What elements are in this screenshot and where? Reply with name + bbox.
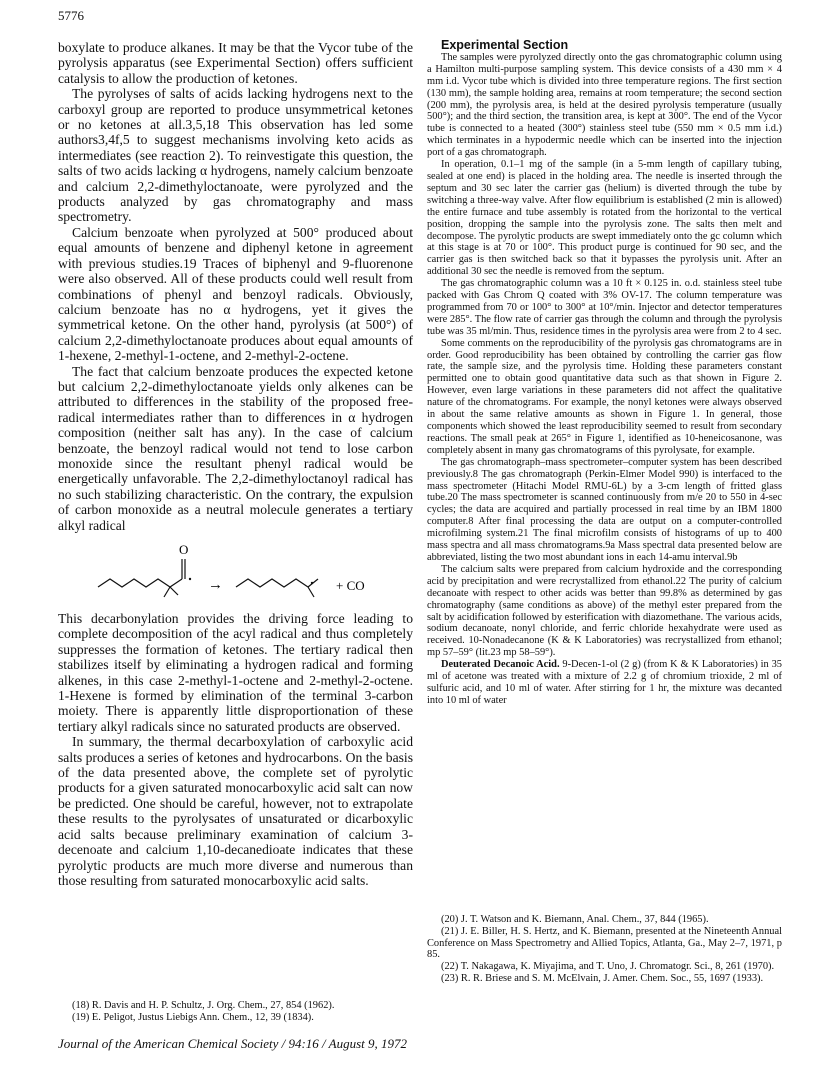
acyl-chain (98, 579, 182, 587)
reaction-arrow: → (208, 577, 223, 593)
reference: (23) R. R. Briese and S. M. McElvain, J. Amer. Chem. Soc., 55, 1697 (1933). (441, 972, 764, 984)
reference: (20) J. T. Watson and K. Biemann, Anal. Chem., 37, 844 (1965). (441, 914, 709, 925)
paragraph: boxylate to produce alkanes. It may be that the Vycor tube of the pyrolysis apparatus (see Experimental Section) offers sufficient catalysis to allow the production of ketones. (58, 40, 413, 86)
radical-dot (189, 578, 191, 580)
alkyl-chain (236, 579, 308, 587)
right-column (427, 40, 782, 707)
paragraph: The samples were pyrolyzed directly onto the gas chromatographic column using a Hamilton multi-purpose sampling system. This device consists of a 430 mm × 4 mm i.d. Vycor tube which is divided into three temperature regions. The first section (130 mm), the sample holding area, remains at room temperature; the second section (200 mm), the pyrolysis area, is held at the desired pyrolysis temperature (usually 500°); and the third section, the transition area, is kept at 300°. The end of the Vycor tube is connected to a heated (300°) stainless steel tube (550 mm × 0.5 mm i.d.) which terminates in a hypodermic needle which can be inserted into the injection port of a gas chromatograph. (427, 51, 782, 159)
page-number: 5776 (58, 8, 84, 23)
carbonyl-oxygen-label: O (179, 542, 189, 557)
paragraph: The calcium salts were prepared from calcium hydroxide and the corresponding acid by precipitation and were recrystallized from ethanol.22 The purity of calcium decanoate with respect to other acids was better than 99.8% as determined by gas chromatography (same conditions as above) of the methyl ester prepared from the salt by acidification followed by esterification with diazomethane. The various acids, sodium decanoate, nonyl chloride, and ferric chloride hexahydrate were used as received. 10-Nonadecanone (K & K Laboratories) was recrystallized from ethanol; mp 57–59° (lit.23 mp 58–59°). (427, 563, 782, 659)
reaction-scheme (58, 537, 413, 605)
paragraph: In summary, the thermal decarboxylation of carboxylic acid salts produces a series of ketones and hydrocarbons. On the basis of the data presented above, the complete set of pyrolytic products for a given saturated monocarboxylic acid salt can now be predicted. One should be careful, however, not to extrapolate these results to the pyrolysates of unsaturated or dicarboxylic acid salts because preliminary examination of calcium 3-decenoate and calcium 1,10-decanedioate indicates that these pyrolytic products are much more diverse and numerous than those resulting from saturated monocarboxylic acid salts. (58, 734, 413, 888)
reference: (19) E. Peligot, Justus Liebigs Ann. Chem., 12, 39 (1834). (72, 1011, 314, 1023)
paragraph: The pyrolyses of salts of acids lacking hydrogens next to the carboxyl group are reported to produce unsymmetrical ketones or no ketones at all.3,5,18 This observation has led some authors3,4f,5 to suggest mechanisms involving keto acids as intermediates (see reaction 2). To reinvestigate this question, the salts of two acids lacking α hydrogens, namely calcium benzoate and calcium 2,2-dimethyloctanoate, were pyrolyzed and the products analyzed by gas chromatography and mass spectrometry. (58, 86, 413, 225)
methyl-branch (164, 587, 170, 597)
reference: (18) R. Davis and H. P. Schultz, J. Org. Chem., 27, 854 (1962). (72, 1000, 335, 1011)
methyl-branch (308, 587, 314, 597)
left-column (58, 40, 413, 888)
radical-dot (311, 582, 313, 584)
right-references (427, 914, 782, 985)
paragraph (427, 659, 782, 707)
section-heading: Experimental Section (441, 38, 569, 52)
paragraph: The fact that calcium benzoate produces the expected ketone but calcium 2,2-dimethyloctanoate yields only alkenes can be attributed to differences in the stability of the proposed free-radical intermediates rather than to differences in α hydrogen composition (neither salt has any). In the case of calcium benzoate, the benzoyl radical would not tend to lose carbon monoxide since the resultant phenyl radical would be energetically unfavorable. The 2,2-dimethyloctanoyl radical has no such stabilizing characteristic. On the contrary, the expulsion of carbon monoxide as a neutral molecule generates a tertiary alkyl radical (58, 363, 413, 533)
reaction-scheme-drawing (58, 537, 413, 605)
journal-footer: Journal of the American Chemical Society / 94:16 / August 9, 1972 (58, 1036, 408, 1051)
reference: (22) T. Nakagawa, K. Miyajima, and T. Uno, J. Chromatogr. Sci., 8, 261 (1970). (441, 961, 775, 973)
paragraph-text: 9-Decen-1-ol (2 g) (from K & K Laboratories) in 35 ml of acetone was treated with a mixture of 2.2 g of chromium trioxide, 2 ml of sulfuric acid, and 10 ml of water. After stirring for 1 hr, the mixture was decanted into 10 ml of water (427, 659, 782, 706)
reference: (21) J. E. Biller, H. S. Hertz, and K. Biemann, presented at the Nineteenth Annual Conference on Mass Spectrometry and Allied Topics, Atlanta, Ga., May 2–7, 1971, p 85. (427, 925, 782, 961)
co-product-label: + CO (336, 578, 365, 593)
paragraph: The gas chromatographic column was a 10 ft × 0.125 in. o.d. stainless steel tube packed with Gas Chrom Q coated with 3% OV-17. The column temperature was programmed from 70 or 100° to 300° at 10°/min. Injector and detector temperatures were 285°. The flow rate of carrier gas through the column and through the pyrolysis tube was 35 ml/min. Thus, residence times in the pyrolysis area were from 2 to 4 sec. (427, 278, 782, 337)
paragraph-lead: Deuterated Decanoic Acid. (441, 659, 560, 671)
paragraph: Calcium benzoate when pyrolyzed at 500° produced about equal amounts of benzene and diphenyl ketone in agreement with previous studies.19 Traces of biphenyl and 9-fluorenone were also observed. All of these products could well result from combinations of phenyl and benzoyl radicals. Obviously, calcium benzoate has no α hydrogens, yet it gives the symmetrical ketone. On the other hand, pyrolysis (at 500°) of calcium 2,2-dimethyloctanoate produces about equal amounts of 1-hexene, 2-methyl-1-octene, and 2-methyl-2-octene. (58, 224, 413, 364)
paragraph: Some comments on the reproducibility of the pyrolysis gas chromatograms are in order. Good reproducibility has been obtained by controlling the carrier gas flow rate, the sample size, and the pyrolysis time. Holding these parameters constant permitted one to obtain good quantitative data such as that shown in Figure 2. However, even large variations in these parameters did not affect the qualitative nature of the chromatograms. For example, the nonyl ketones were always observed in about the same relative amounts as shown in Figure 1. In general, those components which showed the least reproducibility seemed to result from secondary reactions. The small peak at 265° in Figure 1, identified as 10-heneicosanone, was completely absent in many gas chromatograms of this pyrolysate, for example. (427, 337, 782, 456)
methyl-branch (170, 587, 178, 595)
paragraph: In operation, 0.1–1 mg of the sample (in a 5-mm length of capillary tubing, sealed at one end) is placed in the holding area. The needle is inserted through the septum and 30 sec later the carrier gas (helium) is diverted through the tube by switching a three-way valve. After flow equilibrium is established (2 min is allowed) the entire furnace and tube assembly is rotated from the horizontal to the vertical position, dropping the sample into the pyrolysis zone. The salts then melt and decompose. The pyrolytic products are swept immediately onto the gc column which at this stage is at 70 or 100°. This product purge is continued for 90 sec, and the carrier gas is then switched back so that it bypasses the pyrolysis unit. After an additional 30 sec the needle is removed from the septum. (427, 159, 782, 278)
left-references (58, 1000, 413, 1024)
paragraph: This decarbonylation provides the driving force leading to complete decomposition of the acyl radical and thus completely suppresses the formation of ketones. The tertiary radical then stabilizes itself by eliminating a hydrogen radical and forming alkenes, in this case 2-methyl-1-octene and 2-methyl-2-octene. 1-Hexene is formed by elimination of the terminal 3-carbon moiety. There is apparently little disproportionation of these tertiary alkyl radicals since no saturated products are observed. (58, 611, 413, 734)
paragraph: The gas chromatograph–mass spectrometer–computer system has been described previously.8 The gas chromatograph (Perkin-Elmer Model 990) is interfaced to the mass spectrometer (Hitachi Model RMU-6L) by a 3-cm length of fritted glass tube.20 The mass spectrometer is scanned continuously from m/e 20 to 550 in 4-sec cycles; the data are acquired and partially processed in real time by an IBM 1800 computer.8 After final processing the data are output on a computer-controlled microfilming system.21 The final microfilm consists of histograms of up to 400 mass spectra and all mass chromatograms.9a Mass spectral data presented below are abbreviated, listing the two most abundant ions in each 14-amu interval.9b (427, 456, 782, 563)
